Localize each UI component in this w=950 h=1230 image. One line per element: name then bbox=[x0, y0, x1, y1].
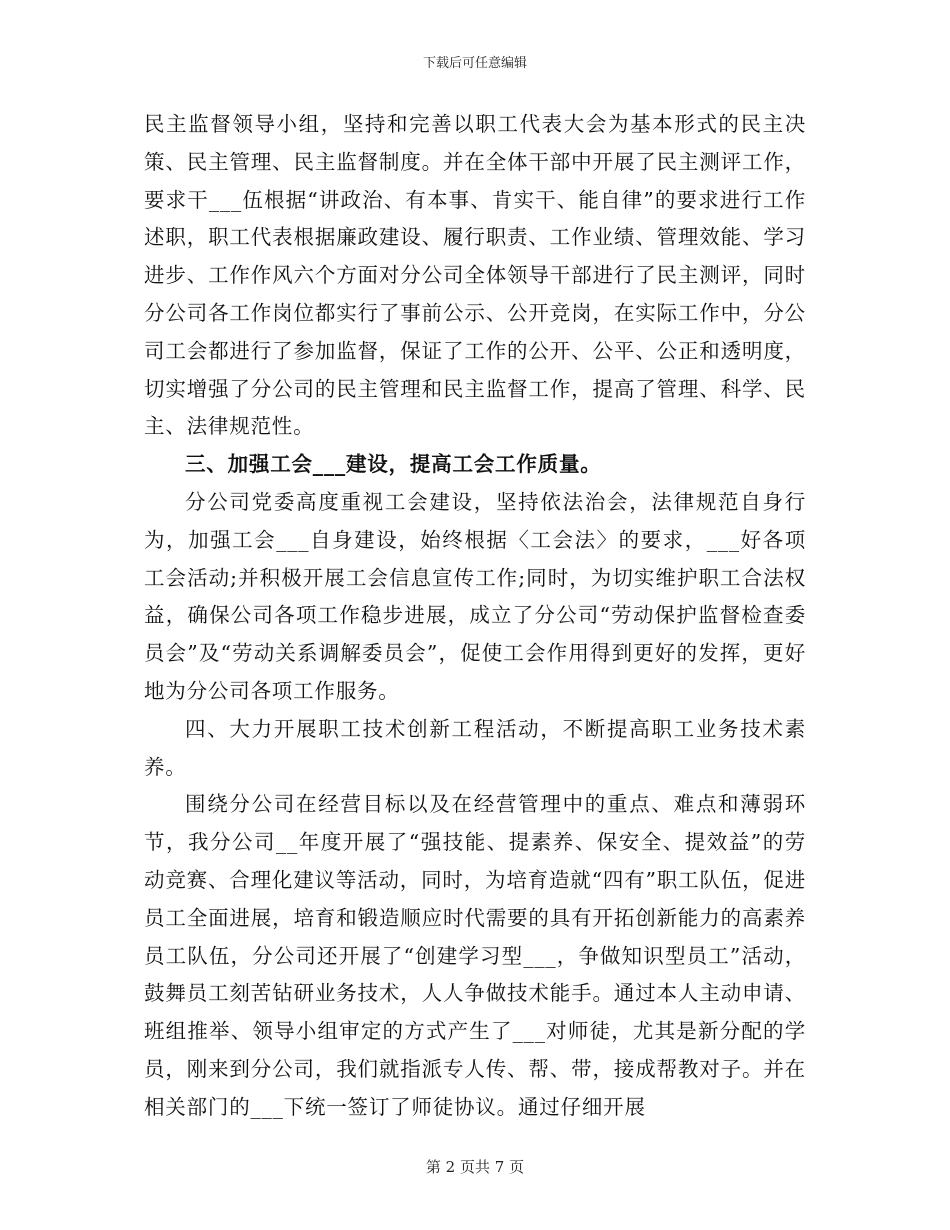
page-header: 下载后可任意编辑 bbox=[422, 56, 527, 71]
paragraph-union-building: 分公司党委高度重视工会建设，坚持依法治会，法律规范自身行为，加强工会___自身建设，始终根据〈工会法〉的要求，___好各项工会活动;并积极开展工会信息宣传工作;同时，为切实维护职工合法权益，确保公司各项工作稳步进展，成立了分公司“劳动保护监督检查委员会”及“劳动关系调解委员会”，促使工会作用得到更好的发挥，更好地为分公司各项工作服务。 bbox=[144, 489, 806, 703]
document-body bbox=[144, 106, 806, 1127]
page-footer: 第 2 页共 7 页 bbox=[425, 1158, 525, 1176]
paragraph-technical-innovation: 围绕分公司在经营目标以及在经营管理中的重点、难点和薄弱环节，我分公司__年度开展了“强技能、提素养、保安全、提效益”的劳动竞赛、合理化建议等活动，同时，为培育造就“四有”职工队伍，促进员工全面进展，培育和锻造顺应时代需要的具有开拓创新能力的高素养员工队伍，分公司还开展了“创建学习型___，争做知识型员工”活动，鼓舞员工刻苦钻研业务技术，人人争做技术能手。通过本人主动申请、班组推举、领导小组审定的方式产生了___对师徒，尤其是新分配的学员，刚来到分公司，我们就指派专人传、帮、带，接成帮教对子。并在相关部门的___下统一签订了师徒协议。通过仔细开展 bbox=[144, 792, 806, 1119]
paragraph-continued: 民主监督领导小组，坚持和完善以职工代表大会为基本形式的民主决策、民主管理、民主监督制度。并在全体干部中开展了民主测评工作，要求干___伍根据“讲政治、有本事、肯实干、能自律”的要求进行工作述职，职工代表根据廉政建设、履行职责、工作业绩、管理效能、学习进步、工作作风六个方面对分公司全体领导干部进行了民主测评，同时分公司各工作岗位都实行了事前公示、公开竞岗，在实际工作中，分公司工会都进行了参加监督，保证了工作的公开、公平、公正和透明度，切实增强了分公司的民主管理和民主监督工作，提高了管理、科学、民主、法律规范性。 bbox=[144, 112, 806, 439]
section-heading-3: 三、加强工会___建设，提高工会工作质量。 bbox=[185, 452, 602, 477]
section-heading-4: 四、大力开展职工技术创新工程活动，不断提高职工业务技术素养。 bbox=[144, 716, 806, 779]
